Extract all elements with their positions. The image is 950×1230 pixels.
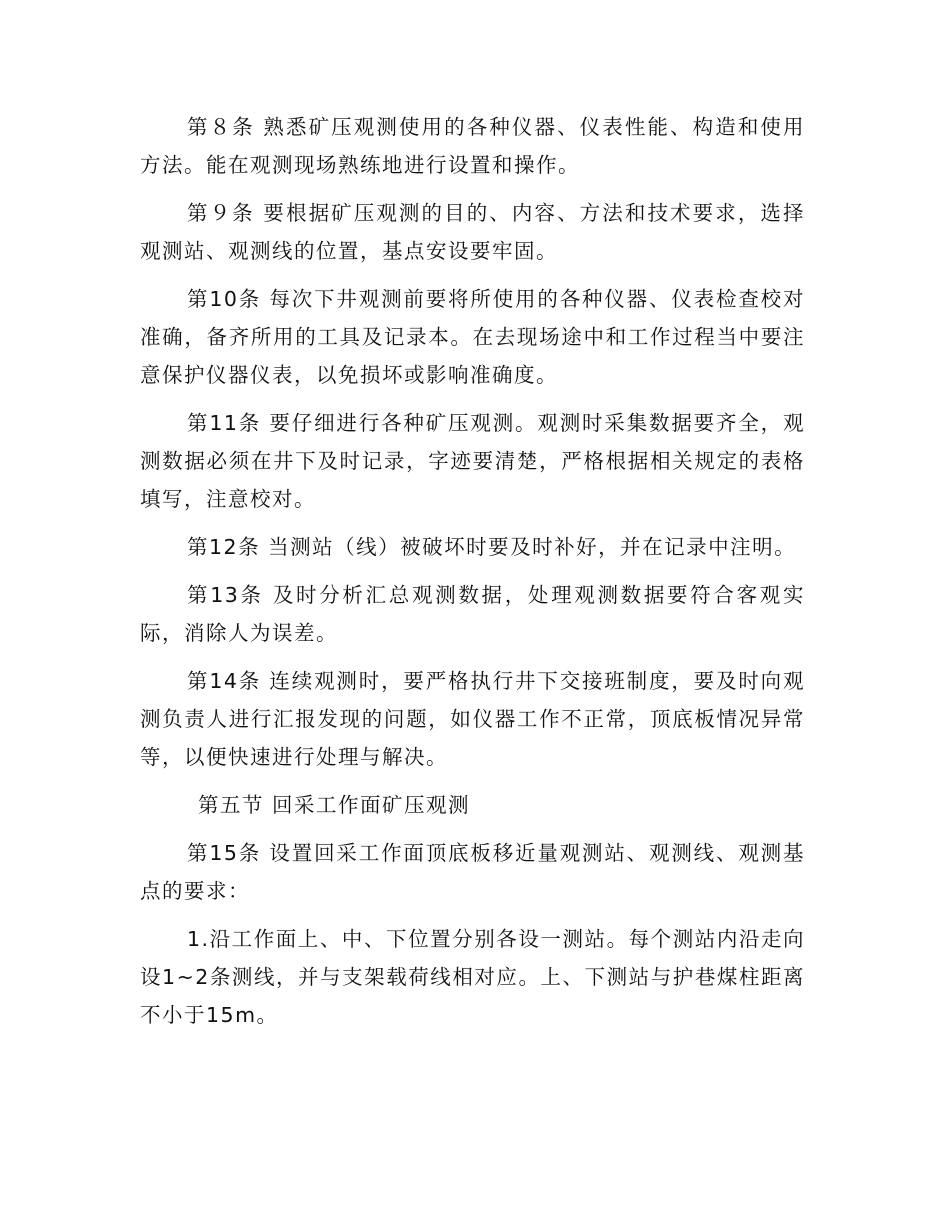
article-8-paragraph: 第８条 熟悉矿压观测使用的各种仪器、仪表性能、构造和使用方法。能在观测现场熟练地进行设置和操作。 — [140, 115, 805, 177]
section-heading: 第五节 回采工作面矿压观测 — [198, 793, 471, 817]
article-15-paragraph: 第15条 设置回采工作面顶底板移近量观测站、观测线、观测基点的要求： — [140, 841, 805, 903]
list-item-1: 1.沿工作面上、中、下位置分别各设一测站。每个测站内沿走向设1~2条测线，并与支架载荷线相对应。上、下测站与护巷煤柱距离不小于15m。 — [140, 927, 805, 1027]
article-13-paragraph: 第13条 及时分析汇总观测数据，处理观测数据要符合客观实际，消除人为误差。 — [140, 583, 805, 645]
document-body — [140, 108, 805, 1034]
article-9-paragraph: 第９条 要根据矿压观测的目的、内容、方法和技术要求，选择观测站、观测线的位置，基点安设要牢固。 — [140, 201, 805, 263]
article-10-paragraph: 第10条 每次下井观测前要将所使用的各种仪器、仪表检查校对准确，备齐所用的工具及记录本。在去现场途中和工作过程当中要注意保护仪器仪表，以免损坏或影响准确度。 — [140, 287, 805, 387]
article-11-paragraph: 第11条 要仔细进行各种矿压观测。观测时采集数据要齐全，观测数据必须在井下及时记录，字迹要清楚，严格根据相关规定的表格填写，注意校对。 — [140, 411, 805, 511]
article-12-paragraph: 第12条 当测站（线）被破坏时要及时补好，并在记录中注明。 — [187, 535, 797, 559]
article-14-paragraph: 第14条 连续观测时，要严格执行井下交接班制度，要及时向观测负责人进行汇报发现的问题，如仪器工作不正常，顶底板情况异常等，以便快速进行处理与解决。 — [140, 669, 805, 769]
